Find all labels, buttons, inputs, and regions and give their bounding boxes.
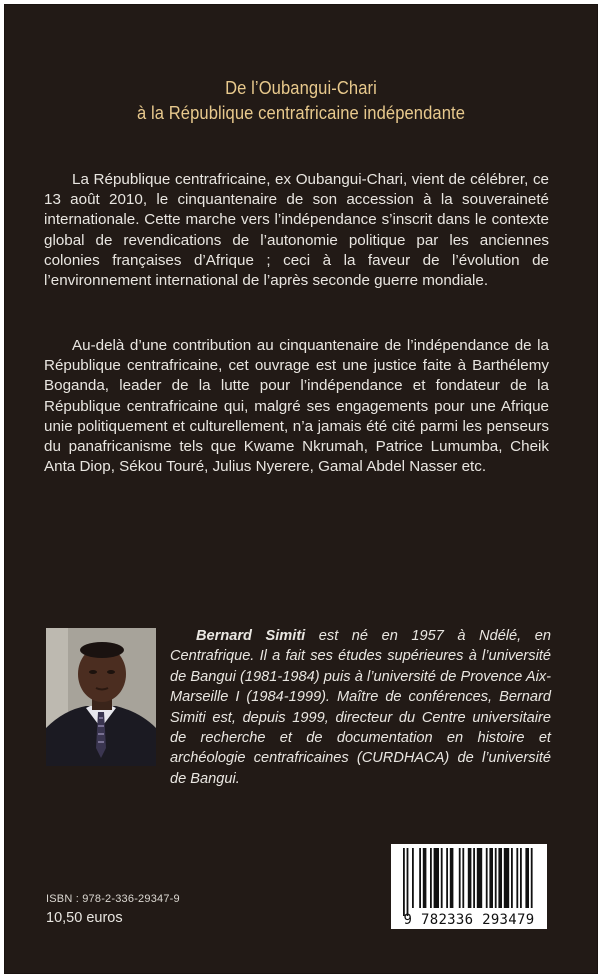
barcode-bar xyxy=(419,848,421,908)
summary-paragraph-2: Au-delà d’une contribution au cinquantenaire de l’indépendance de la République centrafricaine, cet ouvrage est une justice faite à Barthélemy Boganda, leader de la lutte pour l’indépendance et fondateur de la République centrafricaine qui, malgré ses engagements pour une Afrique unie politiquement et culturellement, n’a jamais été cité parmi les penseurs du panafricanisme tels que Kwame Nkrumah, Patrice Lumumba, Cheik Anta Diop, Sékou Touré, Julius Nyerere, Gamal Abdel Nasser etc. xyxy=(44,337,549,476)
author-bio xyxy=(170,626,551,789)
back-cover xyxy=(4,4,598,974)
barcode-bar xyxy=(486,848,488,908)
author-bio-text: est né en 1957 à Ndélé, en Centrafrique. Il a fait ses études supérieures à l’université de Bangui (1981-1984) puis à l’université de Provence Aix-Marseille I (1984-1999). Maître de conférences, Bernard Simiti est, depuis 1999, directeur du Centre universitaire de recherche et de documentation en histoire et archéologie centrafricaines (CURDHACA) de l’université de Bangui. xyxy=(170,628,551,787)
barcode-bar xyxy=(495,848,497,908)
barcode-bar xyxy=(446,848,448,908)
barcode-bar xyxy=(525,848,529,908)
barcode-bars xyxy=(391,848,547,916)
book-title xyxy=(28,76,574,126)
price: 10,50 euros xyxy=(46,910,123,926)
author-name: Bernard Simiti xyxy=(196,628,306,644)
barcode-bar xyxy=(450,848,454,908)
isbn: ISBN : 978-2-336-29347-9 xyxy=(46,893,180,905)
barcode-bar xyxy=(407,848,409,916)
barcode-bar xyxy=(489,848,493,908)
barcode-bar xyxy=(477,848,482,908)
barcode-bar xyxy=(462,848,464,908)
barcode-bar xyxy=(459,848,461,908)
title-line-2: à la République centrafricaine indépendante xyxy=(136,103,466,123)
barcode-bar xyxy=(434,848,439,908)
title-line-1: De l’Oubangui-Chari xyxy=(225,78,377,98)
barcode-bar xyxy=(403,848,405,916)
barcode-number: 9 782336 293479 xyxy=(403,912,535,928)
author-photo xyxy=(46,628,156,766)
barcode xyxy=(391,844,547,929)
barcode-bar xyxy=(531,848,533,908)
barcode-bar xyxy=(423,848,427,908)
barcode-bar xyxy=(520,848,522,908)
barcode-bar xyxy=(441,848,443,908)
barcode-bar xyxy=(498,848,502,908)
barcode-bar xyxy=(511,848,513,908)
barcode-bar xyxy=(504,848,509,908)
barcode-bar xyxy=(412,848,414,908)
barcode-bar xyxy=(473,848,475,908)
barcode-bar xyxy=(516,848,518,908)
barcode-bar xyxy=(430,848,432,908)
barcode-bar xyxy=(468,848,472,908)
summary-paragraph-1: La République centrafricaine, ex Oubangui-Chari, vient de célébrer, ce 13 août 2010, le cinquantenaire de son accession à la souveraineté internationale. Cette marche vers l’indépendance s’inscrit dans le contexte global de revendications de l’autonomie politique par les anciennes colonies françaises d’Afrique ; ceci à la faveur de l’évolution de l’environnement international de l’après seconde guerre mondiale. xyxy=(44,171,549,290)
